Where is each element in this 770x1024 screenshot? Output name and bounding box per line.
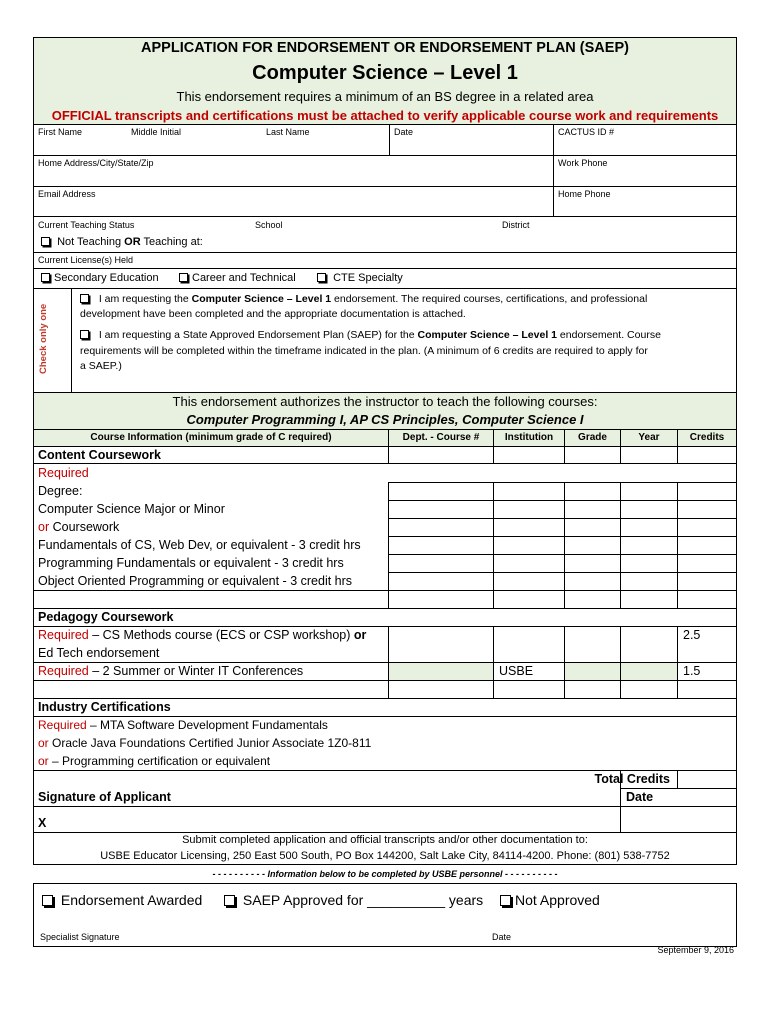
ind2-text: Oracle Java Foundations Certified Junior Associate 1Z0-811 xyxy=(48,736,372,750)
work-phone-field[interactable]: Work Phone xyxy=(558,158,608,168)
shade-grade-year xyxy=(565,662,677,680)
saep-checkbox[interactable] xyxy=(224,895,235,906)
ped1-text: – CS Methods course (ECS or CSP workshop) xyxy=(88,628,354,642)
date-field[interactable]: Date xyxy=(394,127,414,137)
col-institution: Institution xyxy=(504,432,554,443)
saep-label: SAEP Approved for __________ years xyxy=(242,892,484,908)
secondary-label: Secondary Education xyxy=(54,272,159,284)
home-phone-field[interactable]: Home Phone xyxy=(558,189,611,199)
or-label: OR xyxy=(124,236,141,248)
ped2-text: – 2 Summer or Winter IT Conferences xyxy=(88,664,304,678)
licenses-held-label: Current License(s) Held xyxy=(38,255,134,265)
opt1-text: I am requesting the xyxy=(98,293,192,305)
required-word: Required xyxy=(38,718,87,732)
coursework-row xyxy=(38,520,119,534)
form-title: APPLICATION FOR ENDORSEMENT OR ENDORSEMENT PLAN (SAEP) xyxy=(141,40,629,56)
last-name-field[interactable]: Last Name xyxy=(266,127,310,137)
ped1-credits: 2.5 xyxy=(683,628,701,642)
career-checkbox[interactable] xyxy=(179,273,188,282)
degree-label: Degree: xyxy=(38,484,83,498)
programming-row: Programming Fundamentals or equivalent - 3 credit hrs xyxy=(38,556,344,570)
awarded-checkbox[interactable] xyxy=(42,895,53,906)
school-field[interactable]: School xyxy=(255,220,283,230)
industry-row-2 xyxy=(38,736,371,750)
endorsement-awarded-option xyxy=(42,892,202,908)
fundamentals-row: Fundamentals of CS, Web Dev, or equivalent - 3 credit hrs xyxy=(38,538,361,552)
saep-approved-option xyxy=(224,892,483,908)
ped1-or: or xyxy=(353,628,367,642)
ed-tech-row: Ed Tech endorsement xyxy=(38,646,160,660)
shade-dept xyxy=(389,662,494,680)
col-course-info: Course Information (minimum grade of C required) xyxy=(90,432,332,443)
official-notice: OFFICIAL transcripts and certifications must be attached to verify applicable course work and requirements xyxy=(51,108,719,123)
secondary-checkbox[interactable] xyxy=(41,273,50,282)
career-option xyxy=(179,272,296,284)
home-address-field[interactable]: Home Address/City/State/Zip xyxy=(38,158,154,168)
col-credits: Credits xyxy=(689,432,725,443)
ind3-text: – Programming certification or equivalent xyxy=(48,754,271,768)
opt2-bold: Computer Science – Level 1 xyxy=(417,329,558,341)
signature-label: Signature of Applicant xyxy=(38,790,171,804)
col-grade: Grade xyxy=(578,432,607,443)
or-word: or xyxy=(38,736,49,750)
submit-line-2: USBE Educator Licensing, 250 East 500 South, PO Box 144200, Salt Lake City, 84114-4200. Phone: (801) 538-7752 xyxy=(100,850,670,862)
cs-major-row: Computer Science Major or Minor xyxy=(38,502,225,516)
total-credits-label: Total Credits xyxy=(594,772,670,786)
pedagogy-title: Pedagogy Coursework xyxy=(38,610,174,624)
first-name-field[interactable]: First Name xyxy=(38,127,83,137)
pedagogy-row-2 xyxy=(38,664,303,678)
middle-initial-field[interactable]: Middle Initial xyxy=(131,127,182,137)
revision-date: September 9, 2016 xyxy=(657,945,734,955)
not-approved-option xyxy=(500,892,600,908)
or-word: or xyxy=(38,520,50,534)
career-label: Career and Technical xyxy=(192,272,296,284)
signature-date-label: Date xyxy=(626,790,654,804)
request-endorsement-checkbox[interactable] xyxy=(80,294,89,303)
request-option-1 xyxy=(80,292,730,322)
opt1-bold: Computer Science – Level 1 xyxy=(191,293,332,305)
check-only-one-label: Check only one xyxy=(38,303,49,374)
not-teaching-checkbox[interactable] xyxy=(41,237,50,246)
opt1-text-post: endorsement. The required courses, certifications, and professional xyxy=(331,293,648,305)
request-saep-checkbox[interactable] xyxy=(80,330,89,339)
opt2-line2: requirements will be completed within the timeframe indicated in the plan. (A minimum of 6 credits are required to apply for xyxy=(80,344,648,357)
degree-requirement: This endorsement requires a minimum of an BS degree in a related area xyxy=(176,89,594,104)
required-word: Required xyxy=(38,628,89,642)
cte-checkbox[interactable] xyxy=(317,273,326,282)
opt2-text: I am requesting a State Approved Endorsement Plan (SAEP) for the xyxy=(98,329,418,341)
usbe-date-field[interactable]: Date xyxy=(492,932,512,942)
specialist-signature-field[interactable]: Specialist Signature xyxy=(40,932,120,942)
ind1-text: – MTA Software Development Fundamentals xyxy=(86,718,328,732)
ped2-credits: 1.5 xyxy=(683,664,701,678)
teaching-at-label: Teaching at: xyxy=(143,236,203,248)
awarded-label: Endorsement Awarded xyxy=(60,892,203,908)
usbe-divider: - - - - - - - - - - Information below to be completed by USBE personnel - - - - - - - - - - xyxy=(212,869,558,879)
teaching-status-options xyxy=(41,236,203,248)
license-options xyxy=(41,272,159,284)
endorsement-title: Computer Science – Level 1 xyxy=(252,62,518,84)
email-field[interactable]: Email Address xyxy=(38,189,96,199)
content-coursework-title: Content Coursework xyxy=(38,448,161,462)
industry-row-3 xyxy=(38,754,270,768)
submit-line-1: Submit completed application and official transcripts and/or other documentation to: xyxy=(182,834,588,846)
opt2-text-post: endorsement. Course xyxy=(557,329,661,341)
not-approved-checkbox[interactable] xyxy=(500,895,511,906)
request-option-2 xyxy=(80,328,740,375)
industry-title: Industry Certifications xyxy=(38,700,171,714)
cte-label: CTE Specialty xyxy=(333,272,403,284)
cte-option xyxy=(317,272,403,284)
pedagogy-row-1 xyxy=(38,628,366,642)
opt2-line3: a SAEP.) xyxy=(80,360,122,372)
content-required: Required xyxy=(38,466,89,480)
teaching-status-label: Current Teaching Status xyxy=(38,220,135,230)
col-dept-course: Dept. - Course # xyxy=(402,432,480,443)
authorizes-line: This endorsement authorizes the instructor to teach the following courses: xyxy=(172,394,598,409)
authorized-courses: Computer Programming I, AP CS Principles, Computer Science I xyxy=(186,412,584,427)
opt1-line2: development have been completed and the appropriate documentation is attached. xyxy=(80,308,466,320)
col-year: Year xyxy=(638,432,660,443)
not-approved-label: Not Approved xyxy=(515,892,600,908)
coursework-label: Coursework xyxy=(49,520,120,534)
or-word: or xyxy=(38,754,49,768)
not-teaching-label: Not Teaching xyxy=(57,236,122,248)
oop-row: Object Oriented Programming or equivalent - 3 credit hrs xyxy=(38,574,353,588)
signature-x[interactable]: X xyxy=(38,816,47,830)
required-word: Required xyxy=(38,664,89,678)
ped2-institution: USBE xyxy=(499,664,534,678)
industry-row-1 xyxy=(38,718,328,732)
district-field[interactable]: District xyxy=(502,220,530,230)
cactus-id-field[interactable]: CACTUS ID # xyxy=(558,127,615,137)
